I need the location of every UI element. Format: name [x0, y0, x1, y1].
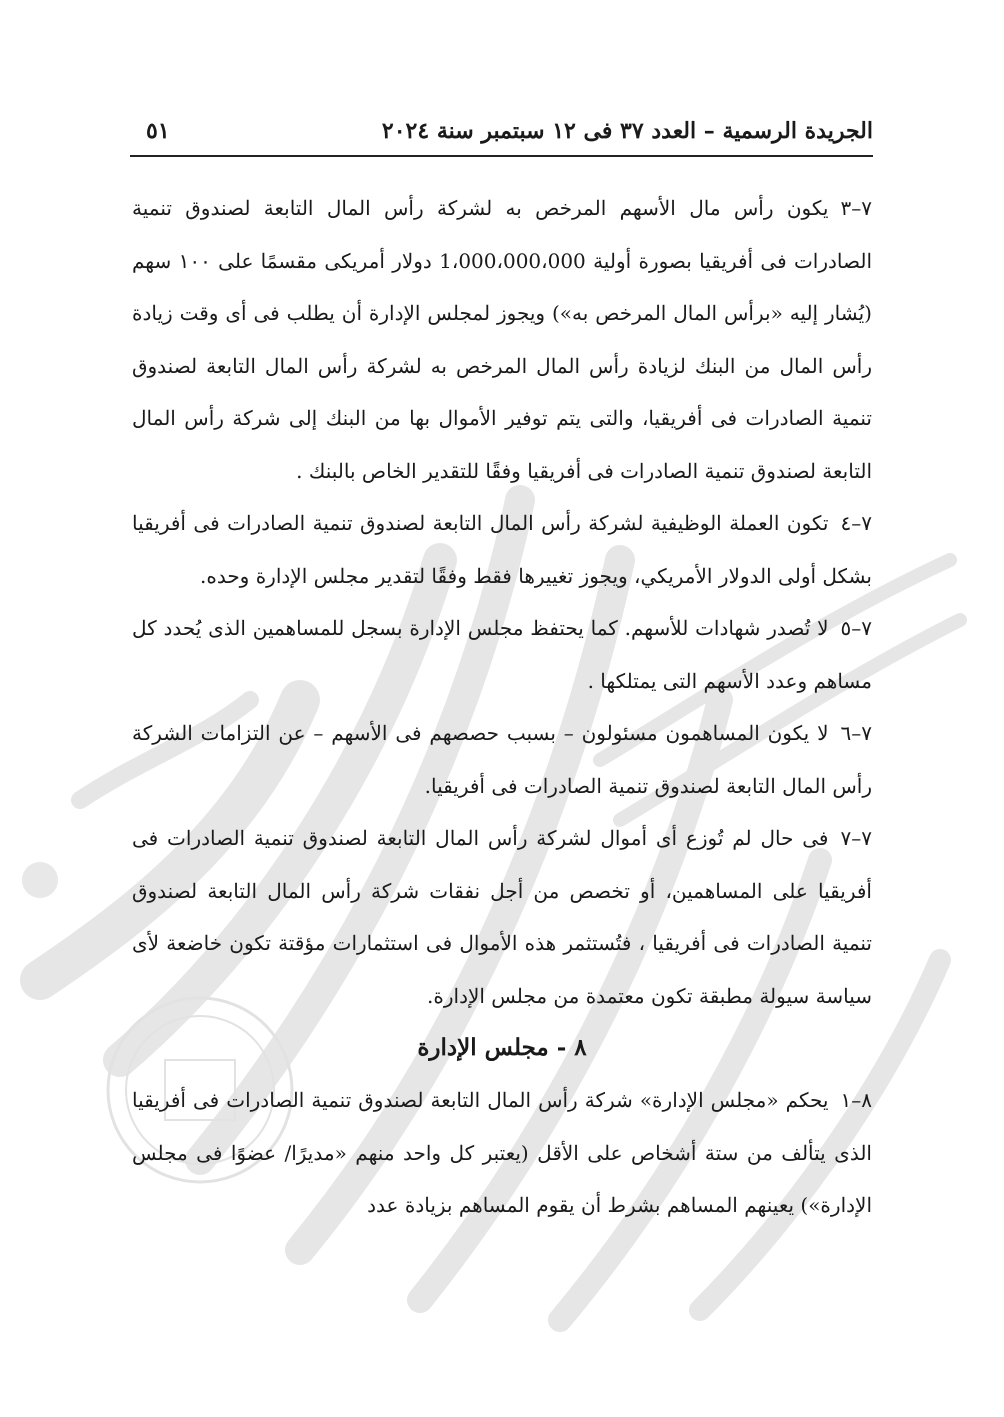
- gazette-title: الجريدة الرسمية – العدد ٣٧ فى ١٢ سبتمبر سنة ٢٠٢٤: [381, 118, 873, 144]
- clause-text: فى حال لم تُوزع أى أموال لشركة رأس المال التابعة لصندوق تنمية الصادرات فى أفريقيا على المساهمين، أو تخصص من أجل نفقات شركة رأس المال التابعة لصندوق تنمية الصادرات فى أفريقيا ، فتُستثمر هذه الأموال فى استثمارات مؤقتة تكون خاضعة لأى سياسة سيولة مطبقة تكون معتمدة من مجلس الإدارة.: [132, 826, 872, 1008]
- clause-number: ٧–٤: [840, 511, 872, 535]
- clause-text: لا تُصدر شهادات للأسهم. كما يحتفظ مجلس الإدارة بسجل للمساهمين الذى يُحدد كل مساهم وعدد الأسهم التى يمتلكها .: [132, 616, 872, 693]
- section-heading: ٨ - مجلس الإدارة: [417, 1034, 587, 1061]
- clause-number: ٧–٦: [840, 721, 872, 745]
- clause-text: يحكم «مجلس الإدارة» شركة رأس المال التابعة لصندوق تنمية الصادرات فى أفريقيا الذى يتألف من ستة أشخاص على الأقل (يعتبر كل واحد منهم «مديرًا/ عضوًا فى مجلس الإدارة») يعينهم المساهم بشرط أن يقوم المساهم بزيادة عدد: [132, 1088, 872, 1217]
- clause-text: لا يكون المساهمون مسئولون – بسبب حصصهم فى الأسهم – عن التزامات الشركة رأس المال التابعة لصندوق تنمية الصادرات فى أفريقيا.: [132, 721, 872, 798]
- document-body: [132, 182, 872, 1232]
- clause-text: يكون رأس مال الأسهم المرخص به لشركة رأس المال التابعة لصندوق تنمية الصادرات فى أفريقيا بصورة أولية 1،000،000،000 دولار أمريكى مقسمًا على ١٠٠ سهم (يُشار إليه «برأس المال المرخص به») ويجوز لمجلس الإدارة أن يطلب فى أى وقت زيادة رأس المال من البنك لزيادة رأس المال المرخص به لشركة رأس المال التابعة لصندوق تنمية الصادرات فى أفريقيا، والتى يتم توفير الأموال بها من البنك إلى شركة رأس المال التابعة لصندوق تنمية الصادرات فى أفريقيا وفقًا للتقدير الخاص بالبنك .: [132, 196, 872, 483]
- page-number: ٥١: [146, 118, 170, 144]
- header-divider: [130, 155, 873, 157]
- clause-text: تكون العملة الوظيفية لشركة رأس المال التابعة لصندوق تنمية الصادرات فى أفريقيا بشكل أولى الدولار الأمريكي، ويجوز تغييرها فقط وفقًا لتقدير مجلس الإدارة وحده.: [132, 511, 872, 588]
- clause-number: ٧–٣: [840, 196, 872, 220]
- clause-7-6: [132, 707, 872, 812]
- clause-number: ٧–٧: [840, 826, 872, 850]
- clause-7-3: [132, 182, 872, 497]
- page-header: [130, 112, 873, 158]
- clause-number: ٧–٥: [840, 616, 872, 640]
- clause-7-4: [132, 497, 872, 602]
- clause-8-1: [132, 1074, 872, 1232]
- clause-7-7: [132, 812, 872, 1022]
- clause-number: ٨–١: [840, 1088, 873, 1112]
- clause-7-5: [132, 602, 872, 707]
